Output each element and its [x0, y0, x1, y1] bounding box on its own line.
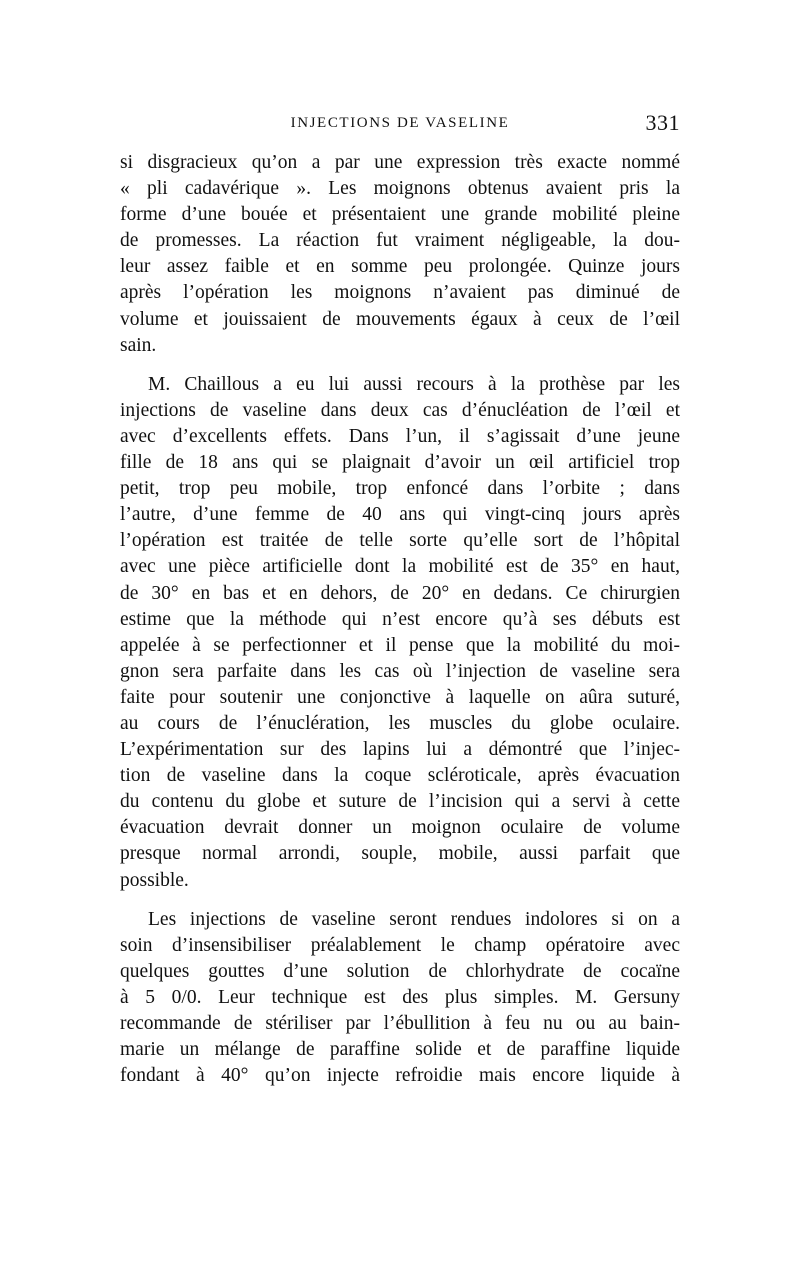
text-line: L’expérimentation sur des lapins lui a démontré que l’injec-: [120, 739, 680, 761]
text-line: de 30° en bas et en dehors, de 20° en dedans. Ce chirurgien: [120, 582, 680, 604]
text-line: gnon sera parfaite dans les cas où l’injection de vaseline sera: [120, 660, 680, 682]
text-line: au cours de l’énuclération, les muscles du globe oculaire.: [120, 712, 680, 734]
text-line: possible.: [120, 869, 189, 891]
text-line: leur assez faible et en somme peu prolongée. Quinze jours: [120, 256, 680, 278]
running-title: INJECTIONS DE VASELINE: [290, 115, 510, 131]
text-line: à 5 0/0. Leur technique est des plus simples. M. Gersuny: [120, 986, 680, 1008]
text-line: fondant à 40° qu’on injecte refroidie mais encore liquide à: [120, 1065, 680, 1087]
text-line: avec d’excellents effets. Dans l’un, il s’agissait d’une jeune: [120, 425, 680, 447]
text-line: l’opération est traitée de telle sorte qu’elle sort de l’hôpital: [120, 530, 680, 552]
text-line: quelques gouttes d’une solution de chlorhydrate de cocaïne: [120, 960, 680, 982]
text-line: sain.: [120, 334, 157, 356]
text-line: évacuation devrait donner un moignon oculaire de volume: [120, 817, 680, 839]
text-line: appelée à se perfectionner et il pense que la mobilité du moi-: [120, 634, 680, 656]
paragraph-spacer: [120, 359, 680, 372]
text-line: petit, trop peu mobile, trop enfoncé dans l’orbite ; dans: [120, 478, 680, 500]
paragraph-2: [120, 372, 680, 894]
text-line: après l’opération les moignons n’avaient pas diminué de: [120, 282, 680, 304]
text-line: faite pour soutenir une conjonctive à laquelle on aûra suturé,: [120, 686, 680, 708]
text-line: presque normal arrondi, souple, mobile, aussi parfait que: [120, 843, 680, 865]
text-line: tion de vaseline dans la coque scléroticale, après évacuation: [120, 765, 680, 787]
text-line: estime que la méthode qui n’est encore qu’à ses débuts est: [120, 608, 680, 630]
text-line: forme d’une bouée et présentaient une grande mobilité pleine: [120, 204, 680, 226]
text-line: avec une pièce artificielle dont la mobilité est de 35° en haut,: [120, 556, 680, 578]
text-line: injections de vaseline dans deux cas d’énucléation de l’œil et: [120, 399, 680, 421]
text-line: M. Chaillous a eu lui aussi recours à la prothèse par les: [148, 373, 680, 395]
text-line: si disgracieux qu’on a par une expression très exacte nommé: [120, 152, 680, 173]
text-line: de promesses. La réaction fut vraiment négligeable, la dou-: [120, 230, 680, 252]
text-line: l’autre, d’une femme de 40 ans qui vingt-cinq jours après: [120, 504, 680, 526]
paragraph-3: [120, 907, 680, 1090]
paragraph-spacer: [120, 894, 680, 907]
body-text: [120, 150, 680, 1089]
running-head: [120, 112, 680, 138]
paragraph-1: [120, 150, 680, 359]
text-line: volume et jouissaient de mouvements égaux à ceux de l’œil: [120, 308, 680, 330]
page-number: 331: [645, 110, 680, 135]
text-line: Les injections de vaseline seront rendues indolores si on a: [148, 908, 680, 930]
text-line: soin d’insensibiliser préalablement le champ opératoire avec: [120, 934, 680, 956]
text-line: marie un mélange de paraffine solide et de paraffine liquide: [120, 1039, 680, 1061]
text-line: recommande de stériliser par l’ébullition à feu nu ou au bain-: [120, 1013, 680, 1034]
text-line: « pli cadavérique ». Les moignons obtenus avaient pris la: [120, 178, 680, 200]
text-line: du contenu du globe et suture de l’incision qui a servi à cette: [120, 791, 680, 813]
text-line: fille de 18 ans qui se plaignait d’avoir un œil artificiel trop: [120, 452, 680, 474]
